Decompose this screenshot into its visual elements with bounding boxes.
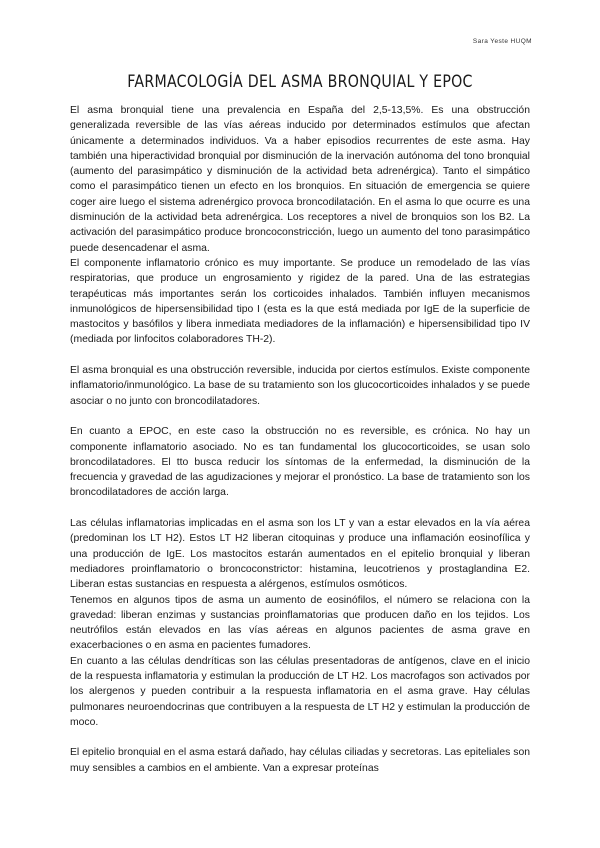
paragraph-spacer [70, 730, 530, 745]
paragraph: El asma bronquial es una obstrucción reversible, inducida por ciertos estímulos. Existe componente inflamatorio/inmunológico. La base de su tratamiento son los glucocorticoides inhalados y se puede asociar o no junto con broncodilatadores. [70, 365, 530, 407]
paragraph: En cuanto a EPOC, en este caso la obstrucción no es reversible, es crónica. No hay un componente inflamatorio asociado. No es tan fundamental los glucocorticoides, se usan solo broncodilatadores. El tto busca reducir los síntomas de la enfermedad, la disminución de la frecuencia y gravedad de las agudizaciones y mejorar el pronóstico. La base de tratamiento son los broncodilatadores de acción larga. [70, 426, 530, 499]
paragraph-spacer [70, 501, 530, 516]
paragraph: El componente inflamatorio crónico es muy importante. Se produce un remodelado de las vías respiratorias, que produce un engrosamiento y rigidez de la pared. Una de las estrategias terapéuticas más importantes serán los corticoides inhalados. También influyen mecanismos inmunológicos de hipersensibilidad tipo I (esta es la que está mediada por IgE de la superficie de mastocitos y basófilos y libera inmediata mediadores de la inflamación) e hipersensibilidad tipo IV (mediada por linfocitos colaboradores TH-2). [70, 257, 530, 346]
page-title: FARMACOLOGÍA DEL ASMA BRONQUIAL Y EPOC [127, 72, 473, 91]
paragraph: Tenemos en algunos tipos de asma un aumento de eosinófilos, el número se relaciona con la gravedad: liberan enzimas y sustancias proinflamatorias que producen daño en los tejidos. Los neutrófilos están elevados en las vías aéreas en algunos pacientes de asma grave en exacerbaciones o en asma en pacientes fumadores. [70, 594, 530, 652]
paragraph: El asma bronquial tiene una prevalencia en España del 2,5-13,5%. Es una obstrucción generalizada reversible de las vías aéreas inducido por determinados estímulos que afectan únicamente a determinados individuos. Va a haber episodios recurrentes de este asma. Hay también una hiperactividad bronquial por disminución de la inervación autónoma del tono bronquial (aumento del parasimpático y disminución de la actividad beta adrenérgica). Tanto el simpático como el parasimpático tienen un efecto en los bronquios. En situación de emergencia se quiere coger aire luego el sistema adrenérgico provoca broncodilatación. En el asma lo que ocurre es una disminución de la actividad beta adrenérgica. Los receptores a nivel de bronquios son los B2. La activación del parasimpático produce broncoconstricción, luego un aumento del tono parasimpático puede desencadenar el asma. [70, 105, 530, 254]
paragraph-spacer [70, 409, 530, 424]
paragraph: Las células inflamatorias implicadas en el asma son los LT y van a estar elevados en la vía aérea (predominan los LT H2). Estos LT H2 liberan citoquinas y produce una inflamación eosinofílica y una producción de IgE. Los mastocitos estarán aumentados en el epitelio bronquial y liberan mediadores proinflamatorio o broncoconstrictor: histamina, leucotrienos y prostaglandina E2. Liberan estas sustancias en respuesta a alérgenos, estímulos osmóticos. [70, 518, 530, 591]
paragraph: El epitelio bronquial en el asma estará dañado, hay células ciliadas y secretoras. Las epiteliales son muy sensibles a cambios en el ambiente. Van a expresar proteínas [70, 747, 530, 774]
paragraph-spacer [70, 348, 530, 363]
author-header: Sara Yeste HUQM [472, 38, 532, 45]
document-body [70, 103, 530, 776]
paragraph: En cuanto a las células dendríticas son las células presentadoras de antígenos, clave en el inicio de la respuesta inflamatoria y estimulan la producción de LT H2. Los macrofagos son activados por los alergenos y pueden contribuir a la respuesta inflamatoria en el asma grave. Hay células pulmonares neuroendocrinas que contribuyen a la respuesta de LT H2 y estimulan la producción de moco. [70, 655, 530, 728]
